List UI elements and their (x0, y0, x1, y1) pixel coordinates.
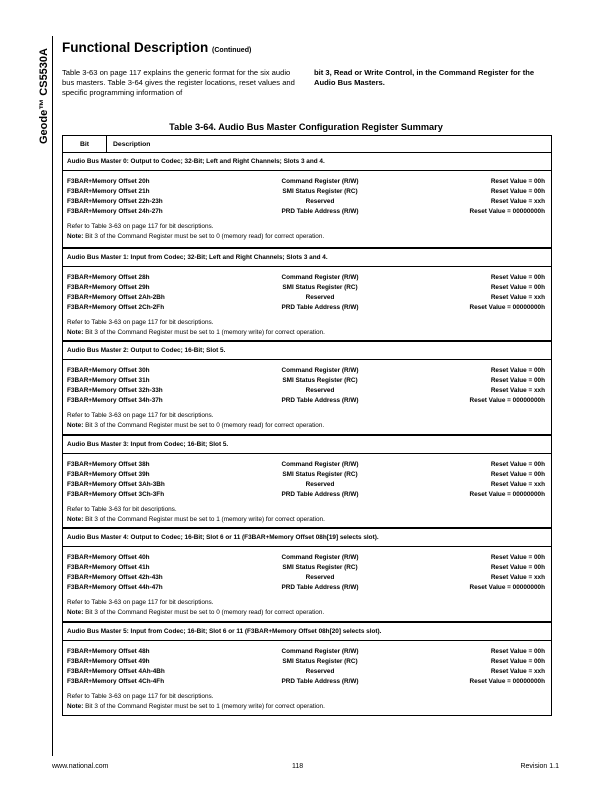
note-text: Bit 3 of the Command Register must be set to 0 (memory read) for correct operation. (85, 233, 325, 240)
bit-description-reference: Refer to Table 3-63 on page 117 for bit descriptions. (67, 412, 214, 420)
register-reset-value: Reset Value = xxh (490, 293, 545, 301)
register-name: Command Register (R/W) (281, 367, 359, 375)
note-label: Note: (67, 233, 84, 240)
register-reset-value: Reset Value = 00h (490, 178, 545, 185)
section-heading (62, 40, 251, 55)
register-reset-value: Reset Value = 00h (490, 564, 545, 572)
register-row (67, 177, 545, 187)
register-reset-value: Reset Value = 00000000h (469, 584, 545, 592)
register-reset-value: Reset Value = 00000000h (469, 677, 545, 685)
register-row (67, 396, 545, 406)
bus-master-title: Audio Bus Master 5: Input from Codec; 16-Bit; Slot 6 or 11 (F3BAR+Memory Offset 08h[20] selects slot). (63, 623, 551, 641)
note-text: Bit 3 of the Command Register must be set to 0 (memory read) for correct operation. (85, 422, 325, 430)
bit-description-reference: Refer to Table 3-63 on page 117 for bit descriptions. (67, 599, 214, 607)
note-text: Bit 3 of the Command Register must be set to 1 (memory write) for correct operation. (85, 328, 325, 336)
register-reset-value: Reset Value = xxh (490, 574, 545, 582)
bus-master-block (63, 153, 551, 247)
bus-master-title: Audio Bus Master 4: Output to Codec; 16-Bit; Slot 6 or 11 (F3BAR+Memory Offset 08h[19] selects slot). (63, 529, 551, 547)
register-row (67, 386, 545, 396)
note-text: Bit 3 of the Command Register must be set to 0 (memory read) for correct operation. (85, 609, 325, 617)
register-name: Command Register (R/W) (281, 178, 359, 185)
register-name: PRD Table Address (R/W) (281, 490, 359, 498)
register-address: F3BAR+Memory Offset 44h-47h (67, 584, 163, 592)
table-header (63, 136, 551, 153)
note-text: Bit 3 of the Command Register must be set to 1 (memory write) for correct operation. (85, 515, 325, 523)
column-header-description: Description (113, 140, 151, 148)
intro-right: bit 3, Read or Write Control, in the Command Register for the Audio Bus Masters. (314, 68, 535, 87)
register-name: SMI Status Register (RC) (282, 188, 358, 195)
footer-revision: Revision 1.1 (520, 763, 559, 770)
register-address: F3BAR+Memory Offset 40h (67, 554, 150, 562)
footer-page-number: 118 (292, 763, 304, 770)
register-rows (63, 360, 551, 431)
register-reset-value: Reset Value = 00000000h (469, 208, 545, 215)
register-name: Reserved (305, 480, 335, 488)
table-body (63, 153, 551, 715)
bit-description-reference: Refer to Table 3-63 for bit descriptions. (67, 505, 177, 513)
register-row (67, 583, 545, 593)
register-row (67, 207, 545, 217)
register-address: F3BAR+Memory Offset 28h (67, 273, 150, 281)
operation-note (67, 421, 545, 431)
register-address: F3BAR+Memory Offset 29h (67, 283, 150, 291)
register-reset-value: Reset Value = 00h (490, 377, 545, 385)
register-name: PRD Table Address (R/W) (281, 208, 359, 215)
bit-description-reference: Refer to Table 3-63 on page 117 for bit descriptions. (67, 692, 214, 700)
register-reset-value: Reset Value = 00h (490, 647, 545, 655)
register-row (67, 553, 545, 563)
register-name: Reserved (305, 574, 335, 582)
register-row (67, 293, 545, 303)
register-address: F3BAR+Memory Offset 41h (67, 564, 150, 572)
register-address: F3BAR+Memory Offset 21h (67, 188, 150, 195)
register-row (67, 187, 545, 197)
register-address: F3BAR+Memory Offset 3Ch-3Fh (67, 490, 165, 498)
register-row (67, 573, 545, 583)
operation-note (67, 232, 545, 242)
note-label: Note: (67, 328, 84, 336)
bus-master-title: Audio Bus Master 2: Output to Codec; 16-Bit; Slot 5. (63, 342, 551, 360)
register-row (67, 197, 545, 207)
bus-master-title: Audio Bus Master 1: Input from Codec; 32-Bit; Left and Right Channels; Slots 3 and 4. (63, 249, 551, 267)
register-rows (63, 171, 551, 242)
bus-master-block (63, 340, 551, 434)
bus-master-title: Audio Bus Master 0: Output to Codec; 32-Bit; Left and Right Channels; Slots 3 and 4. (63, 153, 551, 171)
sidebar (0, 0, 52, 792)
note-label: Note: (67, 702, 84, 710)
register-address: F3BAR+Memory Offset 30h (67, 367, 150, 375)
table-caption: Table 3-64. Audio Bus Master Configuration Register Summary (169, 122, 443, 132)
bit-description-reference: Refer to Table 3-63 on page 117 for bit descriptions. (67, 223, 214, 230)
register-reset-value: Reset Value = 00h (490, 657, 545, 665)
register-address: F3BAR+Memory Offset 20h (67, 178, 150, 185)
register-address: F3BAR+Memory Offset 42h-43h (67, 574, 163, 582)
register-row (67, 376, 545, 386)
register-row (67, 283, 545, 293)
note-label: Note: (67, 609, 84, 617)
register-reset-value: Reset Value = 00000000h (469, 397, 545, 405)
register-name: PRD Table Address (R/W) (281, 584, 359, 592)
register-reset-value: Reset Value = 00h (490, 188, 545, 195)
register-reset-value: Reset Value = xxh (490, 198, 545, 205)
register-reset-value: Reset Value = 00h (490, 554, 545, 562)
register-address: F3BAR+Memory Offset 39h (67, 470, 150, 478)
register-name: Reserved (305, 198, 335, 205)
register-name: SMI Status Register (RC) (282, 657, 358, 665)
bus-master-block (63, 247, 551, 341)
register-address: F3BAR+Memory Offset 49h (67, 657, 150, 665)
section-continued: (Continued) (212, 47, 252, 54)
register-reset-value: Reset Value = 00h (490, 283, 545, 291)
register-name: Command Register (R/W) (281, 647, 359, 655)
register-row (67, 366, 545, 376)
intro-left: Table 3-63 on page 117 explains the generic format for the six audio bus masters. Table 3-64 gives the register locations, reset values and specific programming information of (62, 68, 295, 98)
register-row (67, 273, 545, 283)
operation-note (67, 328, 545, 338)
register-name: SMI Status Register (RC) (282, 377, 358, 385)
register-reset-value: Reset Value = 00h (490, 367, 545, 375)
register-reset-value: Reset Value = 00000000h (469, 490, 545, 498)
bus-master-block (63, 527, 551, 621)
register-row (67, 563, 545, 573)
register-reset-value: Reset Value = 00000000h (469, 303, 545, 311)
register-row (67, 303, 545, 313)
column-header-bit: Bit (63, 136, 107, 152)
register-name: Command Register (R/W) (281, 554, 359, 562)
register-name: SMI Status Register (RC) (282, 283, 358, 291)
register-name: SMI Status Register (RC) (282, 470, 358, 478)
register-address: F3BAR+Memory Offset 4Ch-4Fh (67, 677, 165, 685)
register-name: SMI Status Register (RC) (282, 564, 358, 572)
register-name: Reserved (305, 667, 335, 675)
register-row (67, 647, 545, 657)
register-address: F3BAR+Memory Offset 32h-33h (67, 387, 163, 395)
register-address: F3BAR+Memory Offset 31h (67, 377, 150, 385)
bus-master-block (63, 621, 551, 715)
register-address: F3BAR+Memory Offset 2Ch-2Fh (67, 303, 165, 311)
register-reset-value: Reset Value = xxh (490, 387, 545, 395)
note-label: Note: (67, 422, 84, 430)
bit-description-reference: Refer to Table 3-63 on page 117 for bit descriptions. (67, 318, 214, 326)
operation-note (67, 515, 545, 525)
register-reset-value: Reset Value = 00h (490, 460, 545, 468)
register-row (67, 470, 545, 480)
operation-note (67, 608, 545, 618)
register-row (67, 667, 545, 677)
register-row (67, 460, 545, 470)
register-address: F3BAR+Memory Offset 2Ah-2Bh (67, 293, 165, 301)
register-address: F3BAR+Memory Offset 3Ah-3Bh (67, 480, 165, 488)
register-rows (63, 547, 551, 618)
register-reset-value: Reset Value = 00h (490, 470, 545, 478)
register-row (67, 657, 545, 667)
register-summary-table (62, 135, 552, 716)
register-rows (63, 267, 551, 338)
note-text: Bit 3 of the Command Register must be set to 1 (memory write) for correct operation. (85, 702, 325, 710)
vertical-rule (52, 36, 53, 756)
register-address: F3BAR+Memory Offset 48h (67, 647, 150, 655)
register-name: PRD Table Address (R/W) (281, 677, 359, 685)
register-address: F3BAR+Memory Offset 24h-27h (67, 208, 163, 215)
bus-master-block (63, 434, 551, 528)
register-name: Command Register (R/W) (281, 273, 359, 281)
register-row (67, 490, 545, 500)
bus-master-title: Audio Bus Master 3: Input from Codec; 16-Bit; Slot 5. (63, 436, 551, 454)
sidebar-title-anchor (38, 40, 50, 144)
register-address: F3BAR+Memory Offset 4Ah-4Bh (67, 667, 165, 675)
register-name: PRD Table Address (R/W) (281, 303, 359, 311)
sidebar-product-title: Geode™ CS5530A (38, 48, 50, 144)
register-address: F3BAR+Memory Offset 38h (67, 460, 150, 468)
footer-website: www.national.com (52, 763, 109, 770)
register-name: Reserved (305, 293, 335, 301)
operation-note (67, 702, 545, 712)
register-name: Command Register (R/W) (281, 460, 359, 468)
register-name: PRD Table Address (R/W) (281, 397, 359, 405)
register-address: F3BAR+Memory Offset 34h-37h (67, 397, 163, 405)
register-rows (63, 454, 551, 525)
section-title: Functional Description (62, 40, 209, 55)
register-address: F3BAR+Memory Offset 22h-23h (67, 198, 163, 205)
note-label: Note: (67, 515, 84, 523)
register-reset-value: Reset Value = 00h (490, 273, 545, 281)
register-reset-value: Reset Value = xxh (490, 480, 545, 488)
register-row (67, 480, 545, 490)
register-name: Reserved (305, 387, 335, 395)
register-reset-value: Reset Value = xxh (490, 667, 545, 675)
register-row (67, 677, 545, 687)
register-rows (63, 641, 551, 712)
